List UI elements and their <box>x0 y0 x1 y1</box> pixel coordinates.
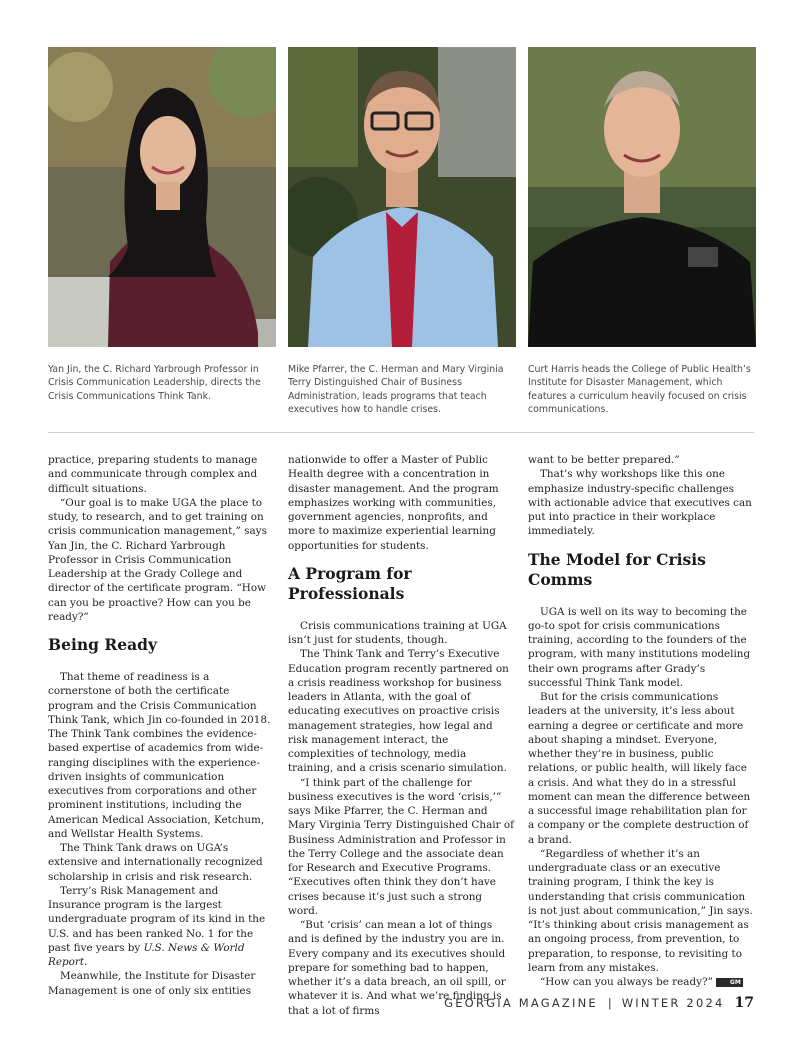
photo-caption-harris: Curt Harris heads the College of Public Health’s Institute for Disaster Management, which features a curriculum heavily focused on crisis communications. <box>528 364 751 416</box>
article-column-3 <box>528 453 754 989</box>
paragraph: Meanwhile, the Institute for Disaster Management is one of only six entities <box>48 970 256 997</box>
photo-caption-jin: Yan Jin, the C. Richard Yarbrough Professor in Crisis Communication Leadership, directs the Crisis Communications Think Tank. <box>48 364 261 402</box>
paragraph: The Think Tank draws on UGA’s extensive and internationally recognized scholarship in crisis and risk research. <box>48 842 263 883</box>
photo-mike-pfarrer <box>288 47 516 347</box>
photo-curt-harris <box>528 47 756 347</box>
article-column-2 <box>288 453 514 1018</box>
paragraph: “I think part of the challenge for business executives is the word ‘crisis,’” says Mike Pfarrer, the C. Herman and Mary Virginia Terry Distinguished Chair of Business Administration and Professor in the Terry College and the associate dean for Research and Executive Programs. “Executives often think they don’t have crises because it’s just such a strong word. <box>288 776 514 917</box>
paragraph: nationwide to offer a Master of Public Health degree with a concentration in disaster management. And the program emphasizes working with communities, government agencies, nonprofits, and more to maximize experiential learning opportunities for students. <box>288 454 499 552</box>
paragraph: “Regardless of whether it’s an undergraduate class or an executive training program, I think the key is understanding that crisis communication is not just about communication,” Jin says. “It’s thinking about crisis management as an ongoing process, from prevention, to preparation, to response, to revisiting to learn from any mistakes. <box>528 847 753 974</box>
page-number: 17 <box>734 995 754 1011</box>
paragraph <box>48 884 274 970</box>
article-column-1 <box>48 453 274 998</box>
photo-yan-jin <box>48 47 276 347</box>
paragraph: The Think Tank and Terry’s Executive Education program recently partnered on a crisis readiness workshop for business leaders in Atlanta, with the goal of educating executives on proactive crisis management strategies, how legal and risk management interact, the complexities of technology, media training, and a crisis scenario simulation. <box>288 648 509 775</box>
portrait-image <box>48 47 276 347</box>
issue-label: WINTER 2024 <box>621 996 725 1010</box>
publication-title: U.S. News & World Report <box>48 941 245 968</box>
end-mark-badge: GM <box>716 978 743 987</box>
paragraph: “Our goal is to make UGA the place to study, to research, and to get training on crisis communication management,” says Yan Jin, the C. Richard Yarbrough Professor in Crisis Communication Leadership at the Grady College and director of the certificate program. “How can you be proactive? How can you be ready?” <box>48 496 267 623</box>
paragraph: That theme of readiness is a cornerstone of both the certificate program and the Crisis Communication Think Tank, which Jin co-founded in 2018. The Think Tank combines the evidence-based expertise of academics from wide-ranging disciplines with the experience-driven insights of communication executives from corporations and other prominent institutions, including the American Medical Association, Ketchum, and Wellstar Health Systems. <box>48 671 271 840</box>
paragraph: That’s why workshops like this one emphasize industry-specific challenges with actionable advice that executives can put into practice in their workplace immediately. <box>528 468 752 538</box>
paragraph: practice, preparing students to manage and communicate through complex and difficult situations. <box>48 454 258 495</box>
footer-separator: | <box>607 996 612 1010</box>
portrait-image <box>528 47 756 347</box>
paragraph <box>528 975 754 989</box>
paragraph: But for the crisis communications leaders at the university, it’s less about earning a degree or certificate and more about shaping a mindset. Everyone, whether they’re in business, public relations, or public health, will likely face a crisis. And what they do in a stressful moment can mean the difference between a successful image rehabilitation plan for a company or the complete destruction of a brand. <box>528 691 751 846</box>
paragraph-text: “How can you always be ready?” <box>540 976 713 988</box>
paragraph: “But ‘crisis’ can mean a lot of things and is defined by the industry you are in. Every company and its executives should prepare for something bad to happen, whether it’s a data breach, an oil spill, or whatever it is. And what we’re finding is that a lot of firms <box>288 919 506 1017</box>
portrait-image <box>288 47 516 347</box>
paragraph: Crisis communications training at UGA isn’t just for students, though. <box>288 619 507 646</box>
paragraph: want to be better prepared.” <box>528 454 680 466</box>
page-footer <box>444 995 754 1011</box>
section-heading: Being Ready <box>48 635 157 654</box>
paragraph-text: . <box>84 956 88 968</box>
magazine-name: GEORGIA MAGAZINE <box>444 996 598 1010</box>
section-heading: The Model for Crisis Comms <box>528 549 706 589</box>
section-divider <box>48 432 754 433</box>
section-heading: A Program for Professionals <box>288 563 412 603</box>
photo-caption-pfarrer: Mike Pfarrer, the C. Herman and Mary Virginia Terry Distinguished Chair of Business Administration, leads programs that teach executives how to handle crises. <box>288 364 504 416</box>
paragraph: UGA is well on its way to becoming the go-to spot for crisis communications training, according to the founders of the program, with many institutions modeling their own programs after Grady’s successful Think Tank model. <box>528 605 751 689</box>
paragraph-text: Terry’s Risk Management and Insurance program is the largest undergraduate program of its kind in the U.S. and has been ranked No. 1 for the past five years by <box>48 884 266 954</box>
